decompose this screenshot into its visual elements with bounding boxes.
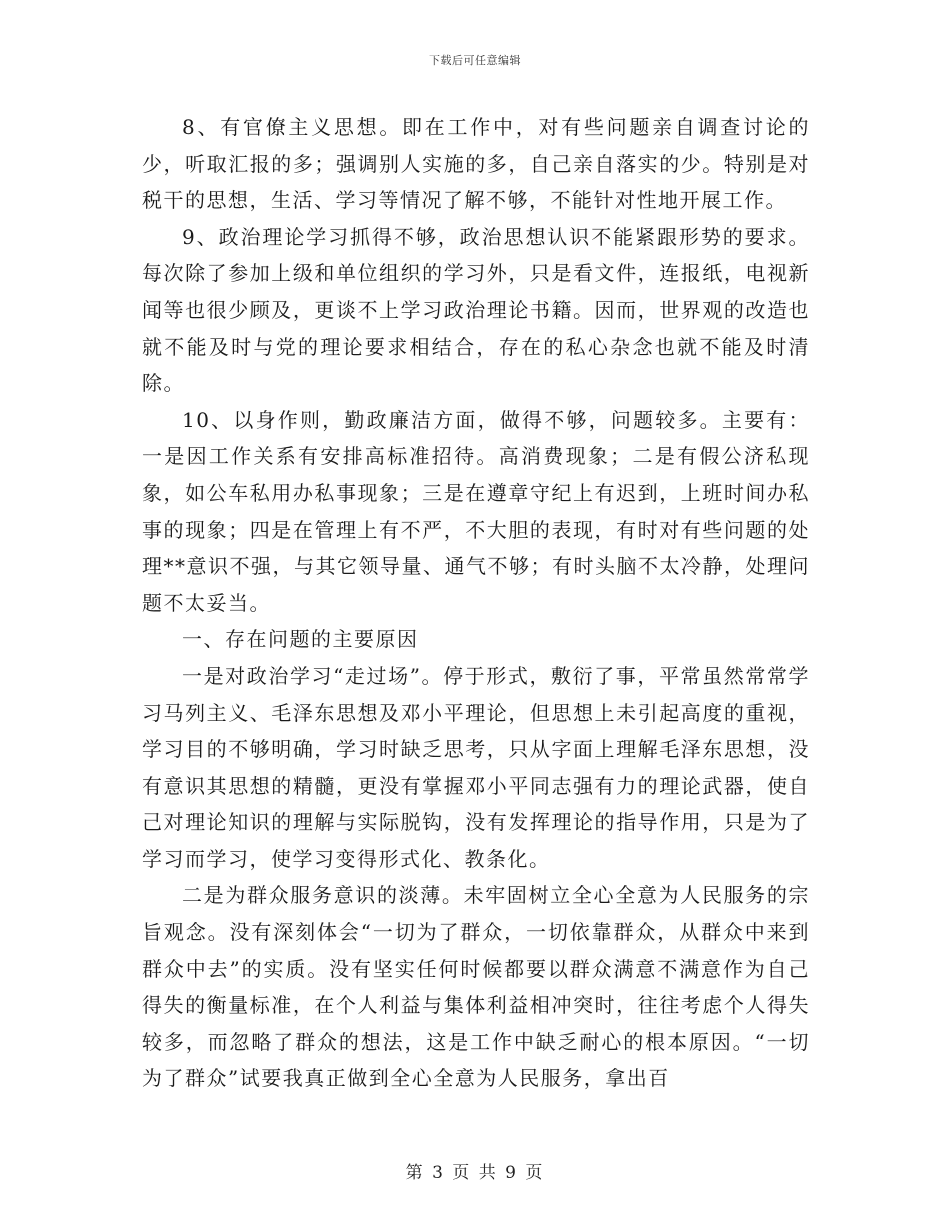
document-body <box>142 109 810 1097</box>
paragraph-item-9: 9、政治理论学习抓得不够，政治思想认识不能紧跟形势的要求。每次除了参加上级和单位组织的学习外，只是看文件，连报纸，电视新闻等也很少顾及，更谈不上学习政治理论书籍。因而，世界观的改造也就不能及时与党的理论要求相结合，存在的私心杂念也就不能及时清除。 <box>142 224 810 396</box>
paragraph-reason-2: 二是为群众服务意识的淡薄。未牢固树立全心全意为人民服务的宗旨观念。没有深刻体会“一切为了群众，一切依靠群众，从群众中来到群众中去”的实质。没有坚实任何时候都要以群众满意不满意作为自己得失的衡量标准，在个人利益与集体利益相冲突时，往往考虑个人得失较多，而忽略了群众的想法，这是工作中缺乏耐心的根本原因。“一切为了群众”试要我真正做到全心全意为人民服务，拿出百 <box>142 883 810 1091</box>
paragraph-reason-1: 一是对政治学习“走过场”。停于形式，敷衍了事，平常虽然常常学习马列主义、毛泽东思想及邓小平理论，但思想上未引起高度的重视，学习目的不够明确，学习时缺乏思考，只从字面上理解毛泽东思想，没有意识其思想的精髓，更没有掌握邓小平同志强有力的理论武器，使自己对理论知识的理解与实际脱钩，没有发挥理论的指导作用，只是为了学习而学习，使学习变得形式化、教条化。 <box>142 663 810 871</box>
paragraph-item-8: 8、有官僚主义思想。即在工作中，对有些问题亲自调查讨论的少，听取汇报的多；强调别人实施的多，自己亲自落实的少。特别是对税干的思想，生活、学习等情况了解不够，不能针对性地开展工作。 <box>142 115 810 213</box>
section-heading: 一、存在问题的主要原因 <box>182 627 419 652</box>
page-header-note: 下载后可任意编辑 <box>429 54 521 67</box>
paragraph-item-10: 10、以身作则，勤政廉洁方面，做得不够，问题较多。主要有：一是因工作关系有安排高标准招待。高消费现象；二是有假公济私现象，如公车私用办私事现象；三是在遵章守纪上有迟到，上班时间办私事的现象；四是在管理上有不严，不大胆的表现，有时对有些问题的处理**意识不强，与其它领导量、通气不够；有时头脑不太冷静，处理问题不太妥当。 <box>142 407 810 615</box>
page-footer: 第 3 页 共 9 页 <box>405 1163 545 1183</box>
